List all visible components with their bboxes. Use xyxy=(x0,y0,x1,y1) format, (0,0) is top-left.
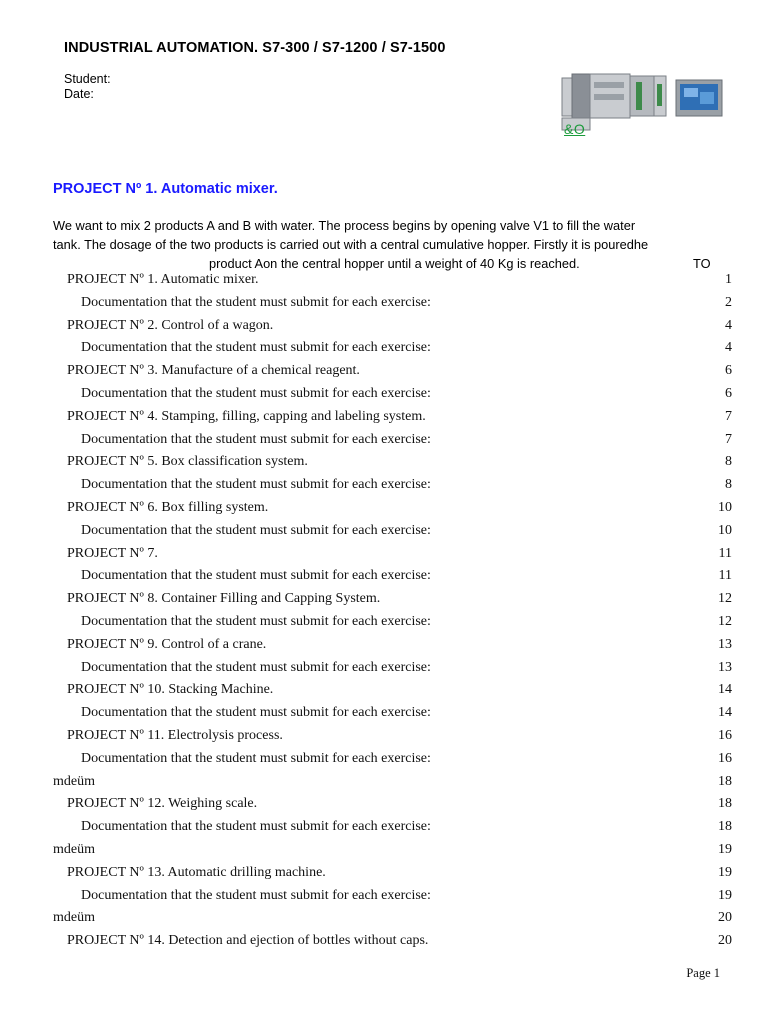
date-label: Date: xyxy=(64,87,94,101)
toc-entry-page: 4 xyxy=(725,340,732,356)
toc-entry-page: 20 xyxy=(718,910,732,926)
toc-entry-page: 16 xyxy=(718,750,732,766)
toc-entry[interactable] xyxy=(0,340,768,362)
toc-entry-label: Documentation that the student must submit for each exercise: xyxy=(81,750,431,766)
toc-entry[interactable] xyxy=(0,454,768,476)
toc-entry-page: 7 xyxy=(725,408,732,424)
toc-entry-page: 10 xyxy=(718,522,732,538)
toc-entry[interactable] xyxy=(0,910,768,932)
toc-entry-label: PROJECT Nº 10. Stacking Machine. xyxy=(67,682,274,698)
toc-entry[interactable] xyxy=(0,705,768,727)
toc-entry-label: Documentation that the student must submit for each exercise: xyxy=(81,705,431,721)
intro-line-3-text: product Aon the central hopper until a weight of 40 Kg is reached. xyxy=(209,256,580,271)
toc-entry[interactable] xyxy=(0,500,768,522)
toc-entry-page: 12 xyxy=(718,614,732,629)
toc-entry[interactable] xyxy=(0,386,768,408)
toc-entry-label: PROJECT Nº 8. Container Filling and Capping System. xyxy=(67,591,381,607)
toc-entry[interactable] xyxy=(0,546,768,568)
toc-entry[interactable] xyxy=(0,318,768,340)
toc-entry-label: Documentation that the student must submit for each exercise: xyxy=(81,568,431,584)
toc-entry-label: PROJECT Nº 1. Automatic mixer. xyxy=(67,272,259,287)
toc-entry-label: Documentation that the student must submit for each exercise: xyxy=(81,659,431,675)
toc-entry-label: Documentation that the student must submit for each exercise: xyxy=(81,294,431,310)
toc-entry[interactable] xyxy=(0,363,768,385)
toc-entry-page: 1 xyxy=(725,272,732,287)
toc-entry[interactable] xyxy=(0,751,768,773)
toc-entry[interactable] xyxy=(0,796,768,818)
toc-entry-page: 19 xyxy=(718,864,732,880)
toc-entry-label: Documentation that the student must submit for each exercise: xyxy=(81,386,431,401)
toc-entry[interactable] xyxy=(0,432,768,454)
toc-entry-label: mdeüm xyxy=(53,773,95,789)
toc-entry-page: 11 xyxy=(718,568,732,584)
toc-entry[interactable] xyxy=(0,568,768,590)
toc-entry-page: 14 xyxy=(718,682,732,698)
toc-entry[interactable] xyxy=(0,888,768,910)
toc-entry-page: 12 xyxy=(718,591,732,607)
toc-entry-page: 8 xyxy=(725,477,732,493)
document-title: INDUSTRIAL AUTOMATION. S7-300 / S7-1200 / S7-1500 xyxy=(64,40,446,56)
toc-entry-page: 2 xyxy=(725,294,732,310)
toc-entry[interactable] xyxy=(0,272,768,294)
toc-entry-page: 19 xyxy=(718,842,732,857)
project-heading: PROJECT Nº 1. Automatic mixer. xyxy=(53,181,278,197)
toc-entry[interactable] xyxy=(0,842,768,864)
intro-line-1: We want to mix 2 products A and B with water. The process begins by opening valve V1 to fill the water xyxy=(53,218,636,233)
toc-entry[interactable] xyxy=(0,477,768,499)
toc-entry-label: PROJECT Nº 2. Control of a wagon. xyxy=(67,317,274,333)
toc-entry-page: 18 xyxy=(718,796,732,812)
toc-entry[interactable] xyxy=(0,295,768,317)
toc-entry-page: 8 xyxy=(725,454,732,470)
toc-entry-label: mdeüm xyxy=(53,910,95,926)
intro-line-2: tank. The dosage of the two products is carried out with a central cumulative hopper. Firstly it is pouredhe xyxy=(53,237,649,252)
toc-entry-page: 4 xyxy=(725,317,732,333)
toc-entry[interactable] xyxy=(0,728,768,750)
toc-entry-page: 19 xyxy=(718,887,732,903)
figure-caption: &O xyxy=(564,121,586,137)
toc-entry[interactable] xyxy=(0,523,768,545)
toc-entry-page: 16 xyxy=(718,728,732,743)
toc-entry[interactable] xyxy=(0,660,768,682)
student-label: Student: xyxy=(64,72,111,86)
toc-entry-label: PROJECT Nº 14. Detection and ejection of bottles without caps. xyxy=(67,933,429,949)
toc-entry-page: 18 xyxy=(718,819,732,835)
toc-entry-page: 13 xyxy=(718,659,732,675)
toc-entry-label: PROJECT Nº 9. Control of a crane. xyxy=(67,636,267,652)
toc-entry-page: 6 xyxy=(725,363,732,379)
toc-entry-label: PROJECT Nº 4. Stamping, filling, capping and labeling system. xyxy=(67,408,426,424)
toc-entry[interactable] xyxy=(0,865,768,887)
toc-entry-page: 14 xyxy=(718,705,732,721)
toc-entry[interactable] xyxy=(0,591,768,613)
toc-entry[interactable] xyxy=(0,682,768,704)
toc-entry-label: Documentation that the student must submit for each exercise: xyxy=(81,340,431,356)
toc-entry-page: 11 xyxy=(718,545,732,561)
toc-entry[interactable] xyxy=(0,409,768,431)
toc-entry-label: PROJECT Nº 13. Automatic drilling machine. xyxy=(67,864,326,880)
toc-entry-label: PROJECT Nº 5. Box classification system. xyxy=(67,454,308,470)
toc-entry-label: PROJECT Nº 3. Manufacture of a chemical reagent. xyxy=(67,363,360,379)
toc-entry-page: 20 xyxy=(718,933,732,949)
intro-line-3-trailing: TO xyxy=(693,256,711,271)
toc-entry-label: Documentation that the student must submit for each exercise: xyxy=(81,522,431,538)
toc-entry[interactable] xyxy=(0,933,768,955)
toc-entry[interactable] xyxy=(0,614,768,636)
toc-entry[interactable] xyxy=(0,819,768,841)
page-number: Page 1 xyxy=(686,966,720,980)
toc-entry-label: Documentation that the student must submit for each exercise: xyxy=(81,887,431,903)
toc-entry-page: 7 xyxy=(725,431,732,447)
toc-entry[interactable] xyxy=(0,774,768,796)
toc-entry-label: PROJECT Nº 12. Weighing scale. xyxy=(67,796,258,812)
toc-entry-label: Documentation that the student must submit for each exercise: xyxy=(81,614,431,629)
toc-entry-page: 10 xyxy=(718,500,732,515)
toc-entry-page: 6 xyxy=(725,386,732,401)
toc-entry-page: 18 xyxy=(718,773,732,789)
toc-entry[interactable] xyxy=(0,637,768,659)
toc-entry-label: PROJECT Nº 7. xyxy=(67,545,158,561)
toc-entry-page: 13 xyxy=(718,636,732,652)
toc-entry-label: Documentation that the student must submit for each exercise: xyxy=(81,431,431,447)
toc-entry-label: mdeüm xyxy=(53,842,95,857)
toc-entry-label: Documentation that the student must submit for each exercise: xyxy=(81,819,431,835)
toc-entry-label: PROJECT Nº 6. Box filling system. xyxy=(67,500,269,515)
toc-entry-label: PROJECT Nº 11. Electrolysis process. xyxy=(67,728,283,743)
toc-entry-label: Documentation that the student must submit for each exercise: xyxy=(81,477,431,493)
